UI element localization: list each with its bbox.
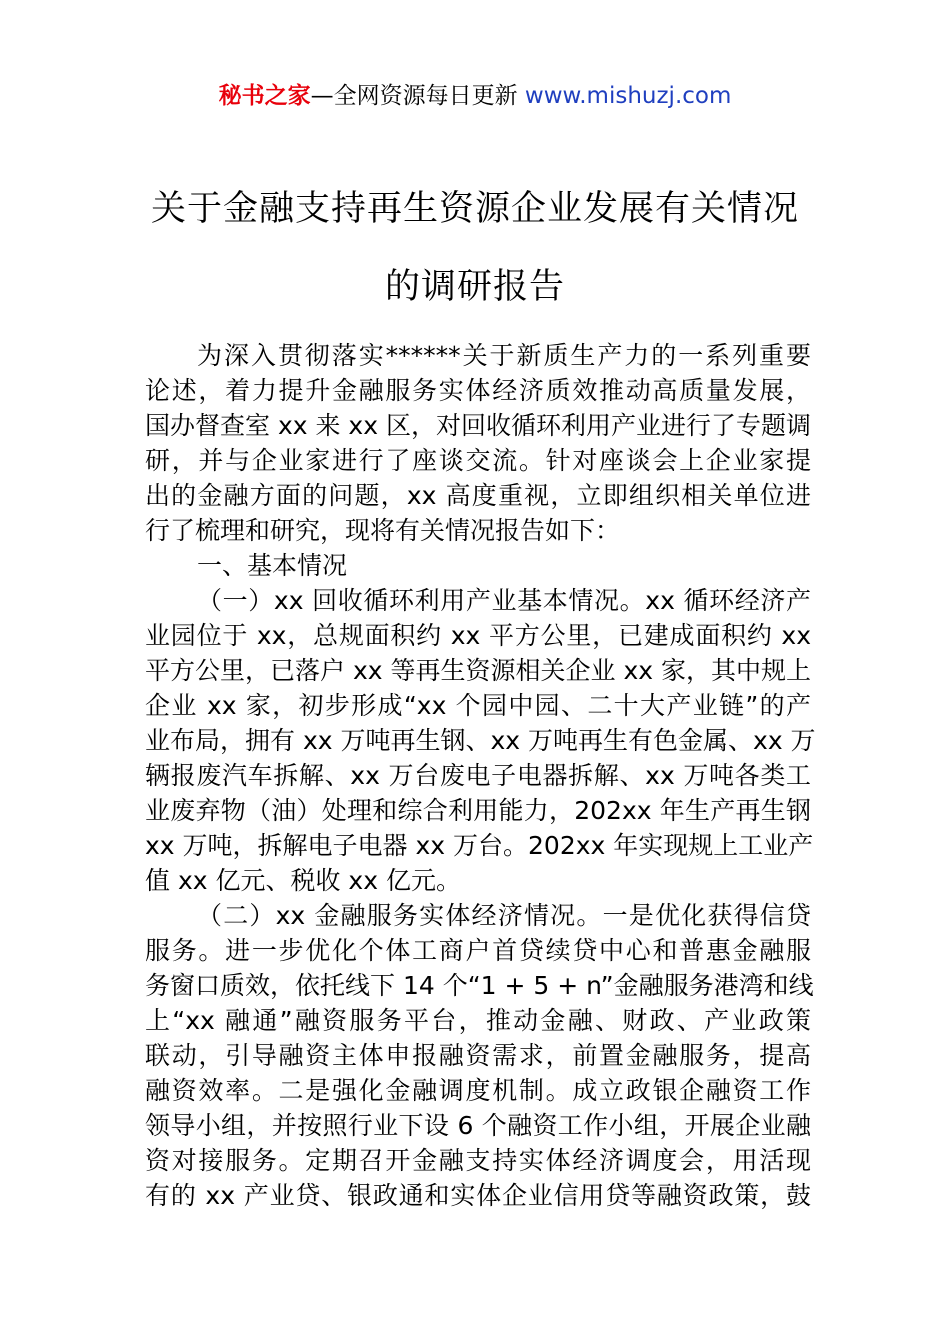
site-url-link[interactable]: www.mishuzj.com: [524, 83, 732, 109]
body-text-line: 资对接服务。定期召开金融支持实体经济调度会，用活现: [145, 1146, 811, 1175]
body-text-line: 论述，着力提升金融服务实体经济质效推动高质量发展，: [145, 376, 811, 405]
header-slogan: —全网资源每日更新: [310, 83, 525, 109]
body-text-line: 国办督查室 xx 来 xx 区，对回收循环利用产业进行了专题调: [145, 411, 811, 440]
body-text-line: 研，并与企业家进行了座谈交流。针对座谈会上企业家提: [145, 446, 811, 475]
body-text-line: （二）xx 金融服务实体经济情况。一是优化获得信贷: [197, 901, 811, 930]
body-text-line: 行了梳理和研究，现将有关情况报告如下：: [145, 516, 621, 545]
body-text-line: 上“xx 融通”融资服务平台，推动金融、财政、产业政策: [145, 1006, 811, 1035]
body-text-line: 辆报废汽车拆解、xx 万台废电子电器拆解、xx 万吨各类工: [145, 761, 811, 790]
brand-name: 秘书之家: [218, 83, 311, 109]
body-text-line: 业布局，拥有 xx 万吨再生钢、xx 万吨再生有色金属、xx 万: [145, 726, 816, 755]
body-text-line: 一、基本情况: [197, 551, 348, 580]
body-text-line: 企业 xx 家，初步形成“xx 个园中园、二十大产业链”的产: [145, 691, 811, 720]
document-body: [145, 338, 816, 1213]
body-text-line: 联动，引导融资主体申报融资需求，前置金融服务，提高: [145, 1041, 811, 1070]
body-text-line: 业废弃物（油）处理和综合利用能力，202xx 年生产再生钢: [145, 796, 811, 825]
body-text-line: 有的 xx 产业贷、银政通和实体企业信用贷等融资政策，鼓: [145, 1181, 811, 1210]
title-line-1: 关于金融支持再生资源企业发展有关情况: [150, 189, 799, 229]
body-text-line: （一）xx 回收循环利用产业基本情况。xx 循环经济产: [197, 586, 811, 615]
title-line-2: 的调研报告: [384, 267, 565, 307]
body-text-line: 领导小组，并按照行业下设 6 个融资工作小组，开展企业融: [145, 1111, 811, 1140]
body-text-line: 值 xx 亿元、税收 xx 亿元。: [145, 866, 461, 895]
body-text-line: 融资效率。二是强化金融调度机制。成立政银企融资工作: [145, 1076, 811, 1105]
body-text-line: 出的金融方面的问题，xx 高度重视，立即组织相关单位进: [145, 481, 811, 510]
body-text-line: 平方公里，已落户 xx 等再生资源相关企业 xx 家，其中规上: [145, 656, 811, 685]
body-text-line: 业园位于 xx，总规面积约 xx 平方公里，已建成面积约 xx: [145, 621, 811, 650]
body-text-line: 服务。进一步优化个体工商户首贷续贷中心和普惠金融服: [145, 936, 811, 965]
document-title: [145, 170, 805, 326]
body-text-line: 为深入贯彻落实******关于新质生产力的一系列重要: [197, 341, 811, 370]
body-text-line: xx 万吨，拆解电子电器 xx 万台。202xx 年实现规上工业产: [145, 831, 814, 860]
body-text-line: 务窗口质效，依托线下 14 个“1 + 5 + n”金融服务港湾和线: [145, 971, 814, 1000]
site-header: [0, 80, 950, 112]
